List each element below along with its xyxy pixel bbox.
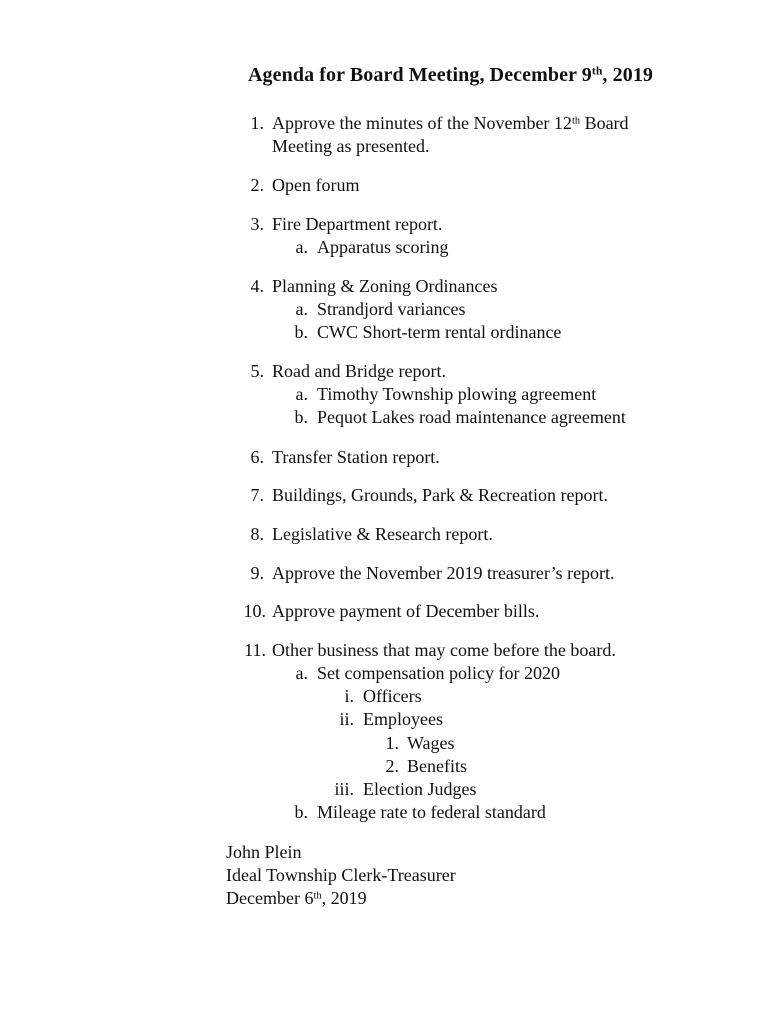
page-title xyxy=(248,64,653,87)
item-number: 2. xyxy=(250,175,264,195)
item-number: 8. xyxy=(250,524,264,544)
subitem-text: Officers xyxy=(363,686,422,706)
subitem-number: 1. xyxy=(385,733,399,753)
subitem-text: Mileage rate to federal standard xyxy=(317,802,546,822)
item-number: 5. xyxy=(250,361,264,381)
subitem-letter: a. xyxy=(295,384,308,404)
item-text: Other business that may come before the board. xyxy=(272,640,616,660)
item-number: 11. xyxy=(244,640,266,660)
subitem-text: Election Judges xyxy=(363,779,477,799)
subitem-text: Wages xyxy=(407,733,455,753)
title-text: Agenda for Board Meeting, December 9 xyxy=(248,64,592,86)
roman-numeral: i. xyxy=(344,686,354,706)
item-text: Approve the minutes of the November 12th Board xyxy=(272,113,629,133)
title-superscript: th xyxy=(591,64,603,78)
item-text: Planning & Zoning Ordinances xyxy=(272,276,498,296)
subitem-text: Set compensation policy for 2020 xyxy=(317,663,560,683)
subitem-text: Strandjord variances xyxy=(317,299,466,319)
subitem-text: CWC Short-term rental ordinance xyxy=(317,322,562,342)
item-text: Buildings, Grounds, Park & Recreation report. xyxy=(272,485,608,505)
roman-numeral: ii. xyxy=(339,709,354,729)
title-year: , 2019 xyxy=(602,64,654,86)
subitem-letter: a. xyxy=(295,237,308,257)
signature-role: Ideal Township Clerk-Treasurer xyxy=(226,865,456,885)
subitem-letter: b. xyxy=(294,322,308,342)
agenda-item-1-continued: Meeting as presented. xyxy=(272,136,430,156)
item-number: 3. xyxy=(250,214,264,234)
item-text: Legislative & Research report. xyxy=(272,524,493,544)
item-text: Fire Department report. xyxy=(272,214,443,234)
subitem-text: Employees xyxy=(363,709,443,729)
item-number: 7. xyxy=(250,485,264,505)
item-text: Open forum xyxy=(272,175,360,195)
item-number: 4. xyxy=(250,276,264,296)
subitem-text: Pequot Lakes road maintenance agreement xyxy=(317,407,626,427)
subitem-letter: a. xyxy=(295,299,308,319)
item-number: 9. xyxy=(250,563,264,583)
subitem-number: 2. xyxy=(385,756,399,776)
subitem-letter: a. xyxy=(295,663,308,683)
subitem-letter: b. xyxy=(294,407,308,427)
item-text: Approve the November 2019 treasurer’s report. xyxy=(272,563,615,583)
roman-numeral: iii. xyxy=(334,779,354,799)
signature-date: December 6th, 2019 xyxy=(226,888,367,908)
subitem-text: Benefits xyxy=(407,756,467,776)
subitem-text: Timothy Township plowing agreement xyxy=(317,384,597,404)
item-text: Road and Bridge report. xyxy=(272,361,446,381)
item-text: Transfer Station report. xyxy=(272,447,440,467)
subitem-letter: b. xyxy=(294,802,308,822)
item-number: 10. xyxy=(243,601,266,621)
subitem-text: Apparatus scoring xyxy=(317,237,449,257)
item-text: Approve payment of December bills. xyxy=(272,601,540,621)
item-number: 6. xyxy=(250,447,264,467)
signature-name: John Plein xyxy=(226,842,302,862)
item-number: 1. xyxy=(250,113,264,133)
